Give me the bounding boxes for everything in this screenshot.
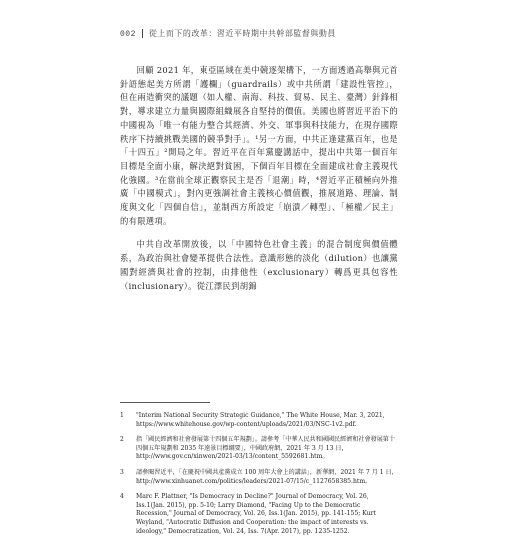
footnote-number: 4 [120, 493, 124, 501]
footnote-text: 請參閱習近平，「在慶祝中國共產黨成立 100 周年大會上的講話」，新華網，2021 年 7 月 1 日，http://www.xinhuanet.com/politics/leaders/2021-07/15/c_1127658385.htm。 [136, 468, 398, 485]
paragraph: 回顧 2021 年，東亞區域在美中競逐架構下，一方面透過高舉與元首針語態起美方所謂「護欄」（guardrails）或中共所謂「建設性管控」，但在兩造衝突的議題（如人權、南海、科技、貿易、民主、臺灣）針鋒相對，導求建立力量與國際組織展各自堅持的價值。美國也將習近平治下的中國視為「唯一有能力整合其經濟、外交、軍事與科技能力，在現存國際秩序下持續挑戰美國的競爭對手」。¹另一方面，中共正逢建黨百年，也是「十四五」²開局之年。習近平在百年黨慶講話中，提出中共第一個百年目標是全面小康，解決絕對貧困，下個百年目標在全面建成社會主義現代化強國。³在當前全球正觀察民主是否「退潮」時，⁴習近平正積極向外推廣「中國模式」，對內更強調社會主義核心價值觀，推展道路、理論、制度與文化「四個自信」，並制西方所設定「崩潰／轉型」、「極權／民主」的有限選項。 [120, 65, 398, 226]
footnote-text: Marc F. Plattner, "Is Democracy in Decline?" Journal of Democracy, Vol. 26, Iss.1(Jan. 2015), pp. 5-10; Larry Diamond, "Facing Up to the Democratic Recession," Journal of Democracy, Vol. 26, Iss.1(Jan. 2015), pp. 141-155; Kurt Weyland, "Autocratic Diffusion and Cooperation: the impact of interests vs. ideology," Democratization, Vol. 24, Iss. 7(Apr. 2017), pp. 1235-1252. [136, 493, 376, 535]
header-divider [142, 29, 143, 38]
running-header [120, 28, 336, 39]
body-text [120, 64, 398, 303]
footnote-text: "Interim National Security Strategic Guidance," The White House, Mar. 3, 2021, https://www.whitehouse.gov/wp-content/uploads/2021/03/NSC-1v2.pdf. [136, 412, 385, 428]
page-number: 002 [120, 30, 136, 39]
footnote [120, 469, 398, 486]
footnote-text: 指「國民經濟和社會發展第十四個五年規劃」。請參考「中華人民共和國國民經濟和社會發展第十四個五年規劃和 2035 年遠景目標綱要」，中國政府網，2021 年 3 月 13 日，http://www.gov.cn/xinwen/2021-03/13/content_5592681.htm。 [136, 436, 395, 461]
footnote-separator [120, 402, 210, 403]
footnote-number: 1 [120, 412, 124, 419]
paragraph: 中共自改革開放後，以「中國特色社會主義」的混合制度與價值體系，為政治與社會變革提供合法性。意識形態的淡化（dilution）也讓黨國對經濟與社會的控制，由排他性（exclusionary）轉爲更具包容性（inclusionary）。從江澤民到胡錦 [120, 239, 398, 291]
footnote [120, 412, 398, 429]
footnote [120, 436, 398, 462]
footnote-number: 2 [120, 436, 124, 444]
running-title: 從上而下的改革：習近平時期中共幹部監督與動員 [148, 29, 336, 38]
footnotes [120, 412, 398, 543]
footnote-number: 3 [120, 468, 124, 476]
